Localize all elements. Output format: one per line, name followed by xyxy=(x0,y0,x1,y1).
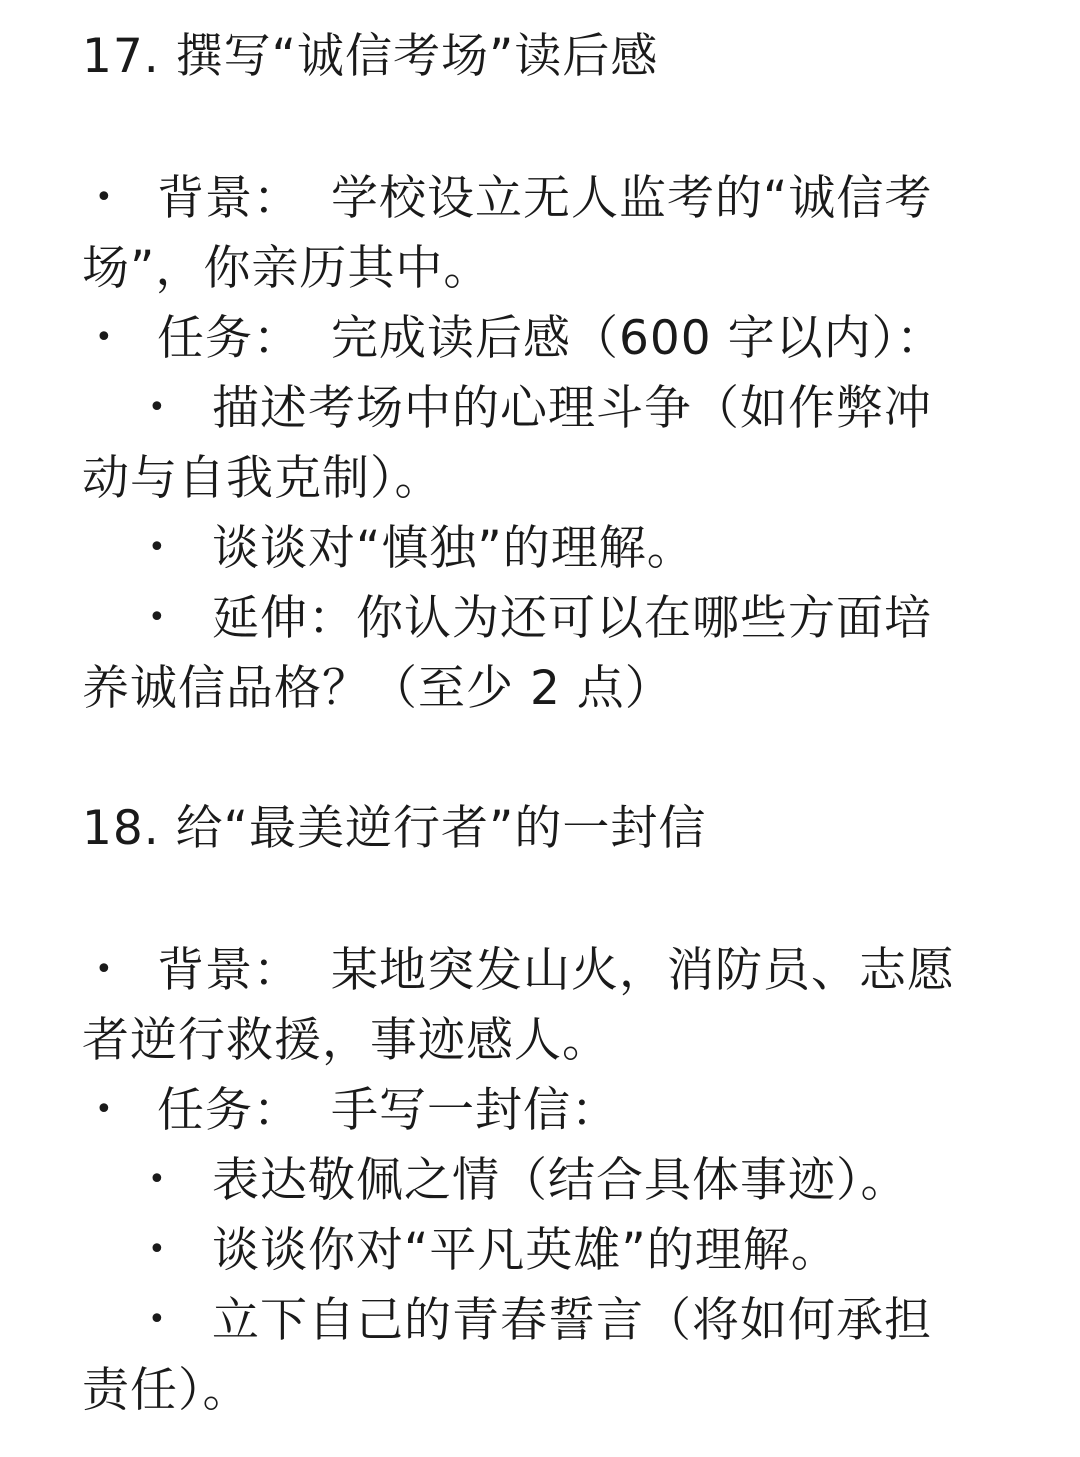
task-label: 任务： xyxy=(157,311,301,366)
sub-item-text-continued: 动与自我克制）。 xyxy=(82,451,443,506)
bullet-icon: • xyxy=(95,1091,114,1127)
section-title: 18. 给“最美逆行者”的一封信 xyxy=(82,801,707,856)
bullet-icon: • xyxy=(148,1161,167,1197)
task-item xyxy=(95,1076,619,1149)
background-label: 背景： xyxy=(157,171,301,226)
background-text: 学校设立无人监考的“诚信考 xyxy=(331,171,933,226)
bullet-icon: • xyxy=(95,179,114,215)
task-text: 完成读后感（600 字以内）： xyxy=(331,311,945,366)
task-label: 任务： xyxy=(157,1083,301,1138)
sub-item xyxy=(148,374,932,447)
sub-item-text: 延伸：你认为还可以在哪些方面培 xyxy=(212,591,932,646)
sub-item-text: 立下自己的青春誓言（将如何承担 xyxy=(212,1293,932,1348)
bullet-icon: • xyxy=(148,599,167,635)
sub-item-text: 表达敬佩之情（结合具体事迹）。 xyxy=(212,1153,909,1208)
sub-item xyxy=(148,1146,909,1219)
section-title: 17. 撰写“诚信考场”读后感 xyxy=(82,29,659,84)
bullet-icon: • xyxy=(148,389,167,425)
background-item xyxy=(95,164,932,237)
bullet-icon: • xyxy=(148,529,167,565)
sub-item xyxy=(148,584,932,657)
sub-item-text: 描述考场中的心理斗争（如作弊冲 xyxy=(212,381,932,436)
bullet-icon: • xyxy=(95,319,114,355)
bullet-icon: • xyxy=(95,951,114,987)
sub-item xyxy=(148,1286,932,1359)
background-text: 某地突发山火，消防员、志愿 xyxy=(331,943,955,998)
sub-item xyxy=(148,514,695,587)
task-item xyxy=(95,304,944,377)
bullet-icon: • xyxy=(148,1231,167,1267)
background-text-continued: 者逆行救援，事迹感人。 xyxy=(82,1013,610,1068)
sub-item-text: 谈谈你对“平凡英雄”的理解。 xyxy=(212,1223,839,1278)
sub-item-text-continued: 责任）。 xyxy=(82,1363,251,1418)
sub-item xyxy=(148,1216,839,1289)
sub-item-text: 谈谈对“慎独”的理解。 xyxy=(212,521,695,576)
background-item xyxy=(95,936,955,1009)
background-text-continued: 场”，你亲历其中。 xyxy=(82,241,492,296)
background-label: 背景： xyxy=(157,943,301,998)
bullet-icon: • xyxy=(148,1301,167,1337)
sub-item-text-continued: 养诚信品格？（至少 2 点） xyxy=(82,661,673,716)
task-text: 手写一封信： xyxy=(331,1083,619,1138)
